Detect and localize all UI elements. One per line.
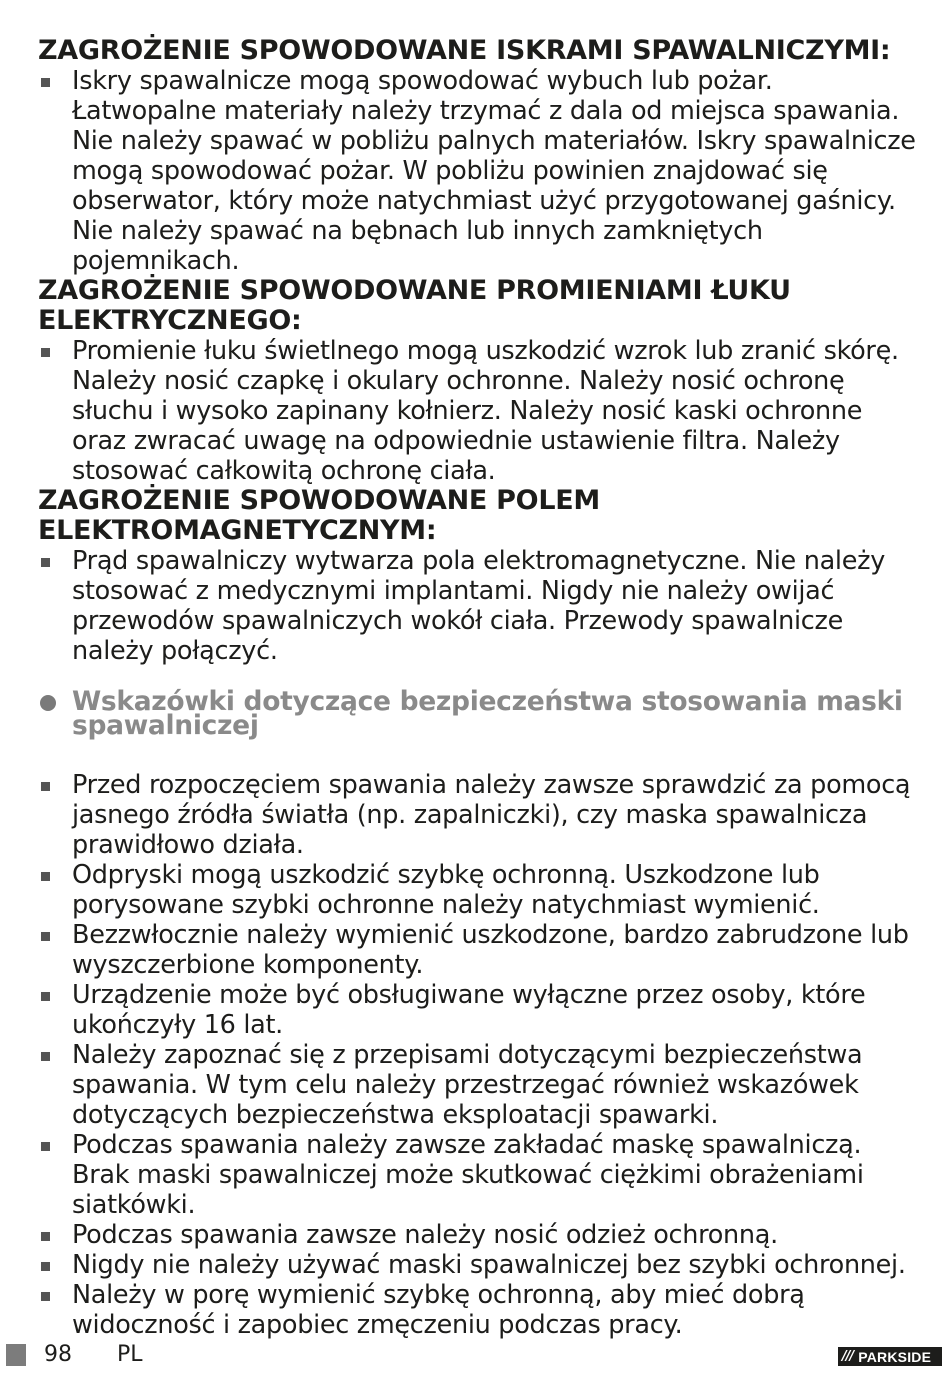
list-item [38,1130,918,1220]
section-heading: ZAGROŻENIE SPOWODOWANE POLEM ELEKTROMAGNETYCZNYM: [38,485,600,546]
square-bullet-icon [41,872,50,881]
list-item-text: Należy w porę wymienić szybkę ochronną, aby mieć dobrą widoczność i zapobiec zmęczeniu podczas pracy. [72,1280,805,1340]
square-bullet-icon [41,78,50,87]
square-bullet-icon [41,558,50,567]
list-item [38,336,918,486]
parkside-logo [838,1347,942,1366]
section-heading: ZAGROŻENIE SPOWODOWANE PROMIENIAMI ŁUKU ELEKTRYCZNEGO: [38,275,791,336]
square-bullet-icon [41,1052,50,1061]
round-bullet-icon [40,695,56,711]
square-bullet-icon [41,932,50,941]
square-bullet-icon [41,1232,50,1241]
subsection-title: Wskazówki dotyczące bezpieczeństwa stosowania maski spawalniczej [72,686,903,741]
square-bullet-icon [41,348,50,357]
square-bullet-icon [41,782,50,791]
list-item-text: Należy zapoznać się z przepisami dotyczącymi bezpieczeństwa spawania. W tym celu należy przestrzegać również wskazówek dotyczących bezpieczeństwa eksploatacji spawarki. [72,1040,863,1130]
list-item-text: Prąd spawalniczy wytwarza pola elektromagnetyczne. Nie należy stosować z medycznymi implantami. Nigdy nie należy owijać przewodów spawalniczych wokół ciała. Przewody spawalnicze należy połączyć. [72,546,885,666]
list-item-text: Bezzwłocznie należy wymienić uszkodzone, bardzo zabrudzone lub wyszczerbione komponenty. [72,920,909,980]
logo-stripes-icon: /// [842,1349,854,1364]
page-content [38,36,918,1340]
list-item-text: Podczas spawania należy zawsze zakładać maskę spawalniczą. Brak maski spawalniczej może skutkować ciężkimi obrażeniami siatkówki. [72,1130,864,1220]
language-code: PL [117,1342,143,1367]
subsection-heading [38,686,918,741]
page-footer [0,1342,950,1372]
list-item [38,1250,918,1280]
square-bullet-icon [41,1142,50,1151]
square-bullet-icon [41,992,50,1001]
list-item-text: Odpryski mogą uszkodzić szybkę ochronną. Uszkodzone lub porysowane szybki ochronne należy natychmiast wymienić. [72,860,820,920]
list-item [38,1040,918,1130]
page-marker-icon [6,1344,26,1366]
list-item [38,920,918,980]
list-item-text: Podczas spawania zawsze należy nosić odzież ochronną. [72,1220,778,1250]
square-bullet-icon [41,1292,50,1301]
bullet-list [38,66,918,276]
list-item [38,860,918,920]
list-item-text: Iskry spawalnicze mogą spowodować wybuch lub pożar. Łatwopalne materiały należy trzymać z dala od miejsca spawania. Nie należy spawać w pobliżu palnych materiałów. Iskry spawalnicze mogą spowodować pożar. W pobliżu powinien znajdować się obserwator, który może natychmiast użyć przygotowanej gaśnicy. Nie należy spawać na bębnach lub innych zamkniętych pojemnikach. [72,66,916,276]
section-electromagnetic-field [38,486,918,666]
page-number: 98 [44,1342,72,1367]
square-bullet-icon [41,1262,50,1271]
section-welding-sparks [38,36,918,276]
section-arc-rays [38,276,918,486]
list-item [38,1280,918,1340]
mask-safety-list [38,770,918,1340]
list-item-text: Promienie łuku świetlnego mogą uszkodzić wzrok lub zranić skórę. Należy nosić czapkę i okulary ochronne. Należy nosić ochronę słuchu i wysoko zapinany kołnierz. Należy nosić kaski ochronne oraz zwracać uwagę na odpowiednie ustawienie filtra. Należy stosować całkowitą ochronę ciała. [72,336,899,486]
bullet-list [38,336,918,486]
list-item [38,66,918,276]
list-item-text: Urządzenie może być obsługiwane wyłączne przez osoby, które ukończyły 16 lat. [72,980,866,1040]
section-heading: ZAGROŻENIE SPOWODOWANE ISKRAMI SPAWALNICZYMI: [38,35,891,66]
list-item [38,1220,918,1250]
list-item [38,980,918,1040]
list-item-text: Przed rozpoczęciem spawania należy zawsze sprawdzić za pomocą jasnego źródła światła (np. zapalniczki), czy maska spawalnicza prawidłowo działa. [72,770,911,860]
list-item-text: Nigdy nie należy używać maski spawalniczej bez szybki ochronnej. [72,1250,906,1280]
brand-name: PARKSIDE [858,1348,932,1365]
list-item [38,770,918,860]
bullet-list [38,546,918,666]
list-item [38,546,918,666]
